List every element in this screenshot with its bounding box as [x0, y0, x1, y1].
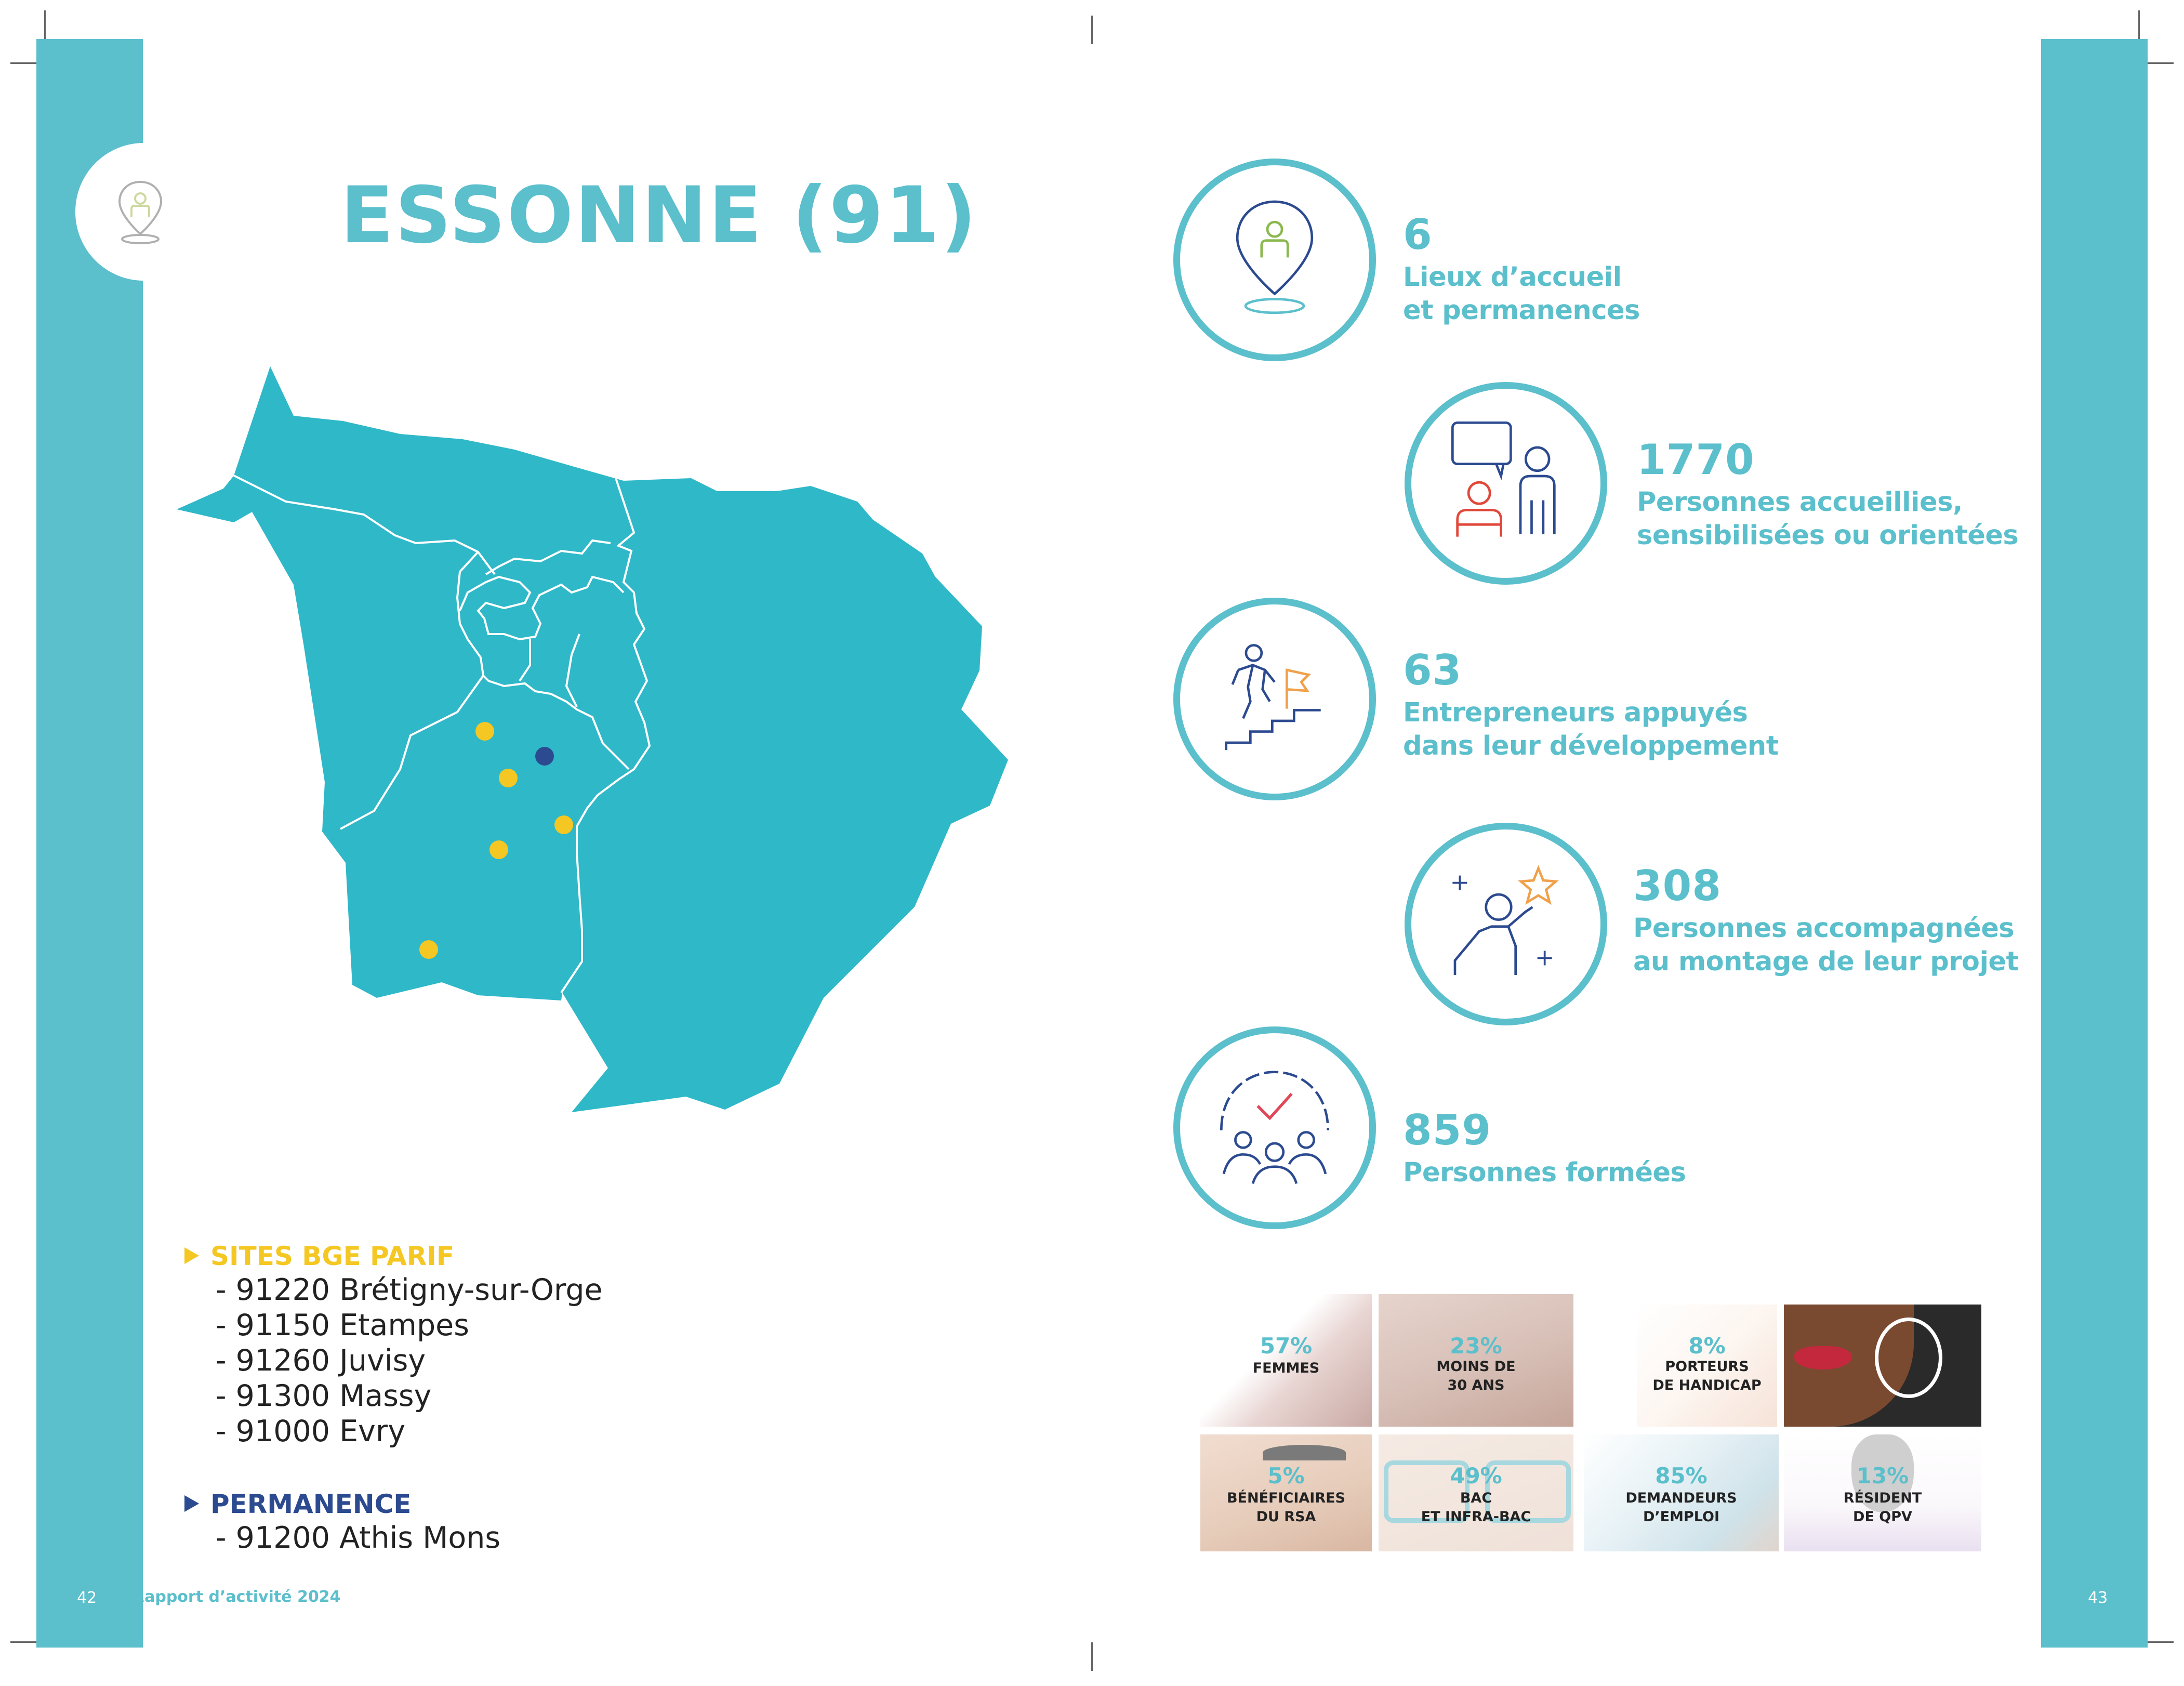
stairs-flag-icon: [1180, 604, 1369, 794]
demographic-label: RÉSIDENT DE QPV: [1843, 1490, 1922, 1525]
stat-label-line: dans leur développement: [1403, 731, 1779, 761]
triangle-bullet-icon: [184, 1247, 199, 1264]
stat-label-line: sensibilisées ou orientées: [1637, 520, 2019, 551]
achievement-star-icon: [1411, 829, 1600, 1019]
stat-label-line: et permanences: [1403, 295, 1640, 326]
stat-block: [1403, 646, 1779, 763]
page-number-right: 43: [2088, 1589, 2108, 1607]
page-title: ESSONNE (91): [340, 170, 978, 261]
demographic-tile: [1200, 1434, 1372, 1551]
page-number-left: 42: [77, 1589, 97, 1607]
demographic-tile: [1637, 1305, 1777, 1427]
stat-label-line: Lieux d’accueil: [1403, 262, 1622, 293]
stat-number: 308: [1633, 862, 1722, 910]
site-item: - 91220 Brétigny-sur-Orge: [216, 1273, 603, 1307]
stat-block: [1637, 436, 2019, 552]
site-item: - 91150 Etampes: [216, 1308, 469, 1342]
triangle-bullet-icon: [184, 1495, 199, 1512]
location-person-icon: [112, 177, 169, 249]
crop-mark: [1091, 1642, 1093, 1671]
demographic-label: MOINS DE 30 ANS: [1436, 1359, 1516, 1393]
left-side-band: [36, 39, 143, 1648]
crop-mark: [2138, 10, 2140, 39]
permanence-item: - 91200 Athis Mons: [216, 1521, 501, 1555]
crop-mark: [1091, 16, 1093, 44]
site-marker: [475, 722, 494, 741]
crop-mark: [44, 10, 46, 39]
conversation-icon: [1411, 389, 1600, 578]
map-territory: [177, 366, 1008, 1112]
stat-icon-circle: [1405, 382, 1607, 585]
site-marker: [554, 815, 573, 834]
stat-icon-circle: [1173, 598, 1376, 800]
stat-label-line: Personnes accueillies,: [1637, 487, 1963, 518]
demographic-tile: [1584, 1434, 1779, 1551]
site-marker: [489, 840, 508, 859]
stat-icon-circle: [1173, 1026, 1376, 1229]
training-check-icon: [1180, 1033, 1369, 1222]
demographic-label: BAC ET INFRA-BAC: [1421, 1490, 1531, 1525]
site-item: - 91000 Evry: [216, 1414, 406, 1448]
permanence-section: [184, 1489, 500, 1556]
demographic-percent: 85%: [1655, 1463, 1708, 1489]
eyebrow-illustration: [1263, 1445, 1346, 1460]
stat-label-line: Personnes accompagnées: [1633, 913, 2015, 944]
demographic-label: DEMANDEURS D’EMPLOI: [1625, 1490, 1737, 1525]
site-item: - 91300 Massy: [216, 1379, 432, 1413]
demographic-percent: 5%: [1267, 1463, 1305, 1489]
demographic-tile: [1379, 1294, 1573, 1427]
demographic-label: FEMMES: [1252, 1360, 1320, 1376]
demographic-tile: [1784, 1434, 1981, 1551]
demographic-percent: 13%: [1856, 1463, 1909, 1489]
demographic-tile: [1200, 1294, 1372, 1427]
demographic-percent: 23%: [1450, 1333, 1502, 1359]
demographic-percent: 57%: [1260, 1333, 1313, 1359]
report-footer: Rapport d’activité 2024: [133, 1588, 341, 1606]
stat-block: [1403, 210, 1640, 327]
location-person-icon: [1180, 165, 1369, 354]
permanence-marker: [535, 747, 554, 766]
earring-illustration: [1875, 1318, 1942, 1398]
demographic-percent: 49%: [1450, 1463, 1502, 1489]
stat-label-line: au montage de leur projet: [1633, 946, 2019, 977]
site-item: - 91260 Juvisy: [216, 1343, 426, 1378]
demographic-illustration: [1784, 1305, 1981, 1427]
lips-illustration: [1794, 1346, 1851, 1369]
site-marker: [419, 940, 438, 959]
sites-section: [184, 1241, 603, 1449]
right-side-band: [2041, 39, 2148, 1648]
demographic-tile: [1379, 1434, 1573, 1551]
sites-heading: SITES BGE PARIF: [184, 1241, 603, 1271]
stat-number: 63: [1403, 646, 1462, 694]
region-map: [166, 364, 1013, 1117]
stat-number: 859: [1403, 1106, 1491, 1154]
stat-block: [1633, 862, 2019, 979]
stat-label-line: Personnes formées: [1403, 1157, 1686, 1188]
stat-number: 6: [1403, 210, 1433, 259]
stat-icon-circle: [1173, 159, 1376, 361]
stat-number: 1770: [1637, 436, 1755, 484]
stat-label-line: Entrepreneurs appuyés: [1403, 697, 1748, 728]
demographic-label: PORTEURS DE HANDICAP: [1652, 1359, 1762, 1393]
demographic-percent: 8%: [1688, 1333, 1726, 1359]
permanence-heading: PERMANENCE: [184, 1489, 500, 1519]
site-marker: [499, 769, 518, 787]
stat-block: [1403, 1106, 1686, 1190]
demographic-label: BÉNÉFICIAIRES DU RSA: [1226, 1490, 1346, 1525]
stat-icon-circle: [1405, 823, 1607, 1025]
